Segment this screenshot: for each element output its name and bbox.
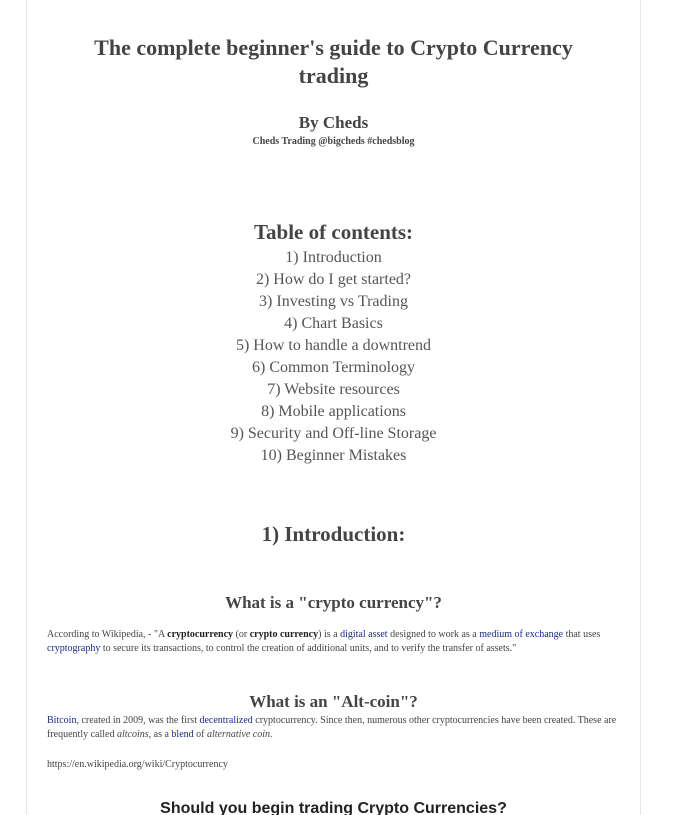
document-page <box>26 0 641 815</box>
altcoin-paragraph <box>47 714 620 742</box>
toc-heading: Table of contents: <box>253 220 414 244</box>
document-title: The complete beginner's guide to Crypto Currency trading <box>94 35 573 88</box>
toc-item: 10) Beginner Mistakes <box>260 447 407 464</box>
crypto-definition-paragraph <box>47 628 620 656</box>
toc-item: 1) Introduction <box>285 249 382 266</box>
toc-item: 6) Common Terminology <box>251 359 416 376</box>
text-segment: (or <box>233 629 250 640</box>
text-segment: , as a <box>148 729 172 740</box>
link-decentralized[interactable]: decentralized <box>199 715 253 726</box>
keyword: cryptocurrency <box>167 629 234 640</box>
next-section-heading: Should you begin trading Crypto Currencies? <box>160 800 507 815</box>
emphasis: alternative coin <box>206 729 271 740</box>
toc-item: 4) Chart Basics <box>284 315 383 332</box>
link-digital-asset[interactable]: digital asset <box>340 629 388 640</box>
toc-item: 9) Security and Off-line Storage <box>230 425 437 442</box>
toc-item: 7) Website resources <box>267 381 400 398</box>
toc-item: 5) How to handle a downtrend <box>235 337 432 354</box>
keyword: crypto currency <box>249 629 319 640</box>
text-segment: designed to work as a <box>387 629 480 640</box>
text-segment: of <box>193 729 207 740</box>
text-segment: , created in 2009, was the first <box>76 715 200 726</box>
link-cryptography[interactable]: cryptography <box>47 643 101 654</box>
text-segment: . <box>270 729 273 740</box>
subheading-what-is-crypto: What is a "crypto currency"? <box>225 593 442 612</box>
subheading-what-is-altcoin: What is an "Alt-coin"? <box>249 692 418 711</box>
author-line: By Cheds <box>298 113 369 132</box>
text-segment: According to Wikipedia, - "A <box>47 629 168 640</box>
link-blend[interactable]: blend <box>171 729 194 740</box>
text-segment: cryptocurrency. Since then, numerous other cryptocurrencies have been created. These are frequently called <box>47 715 617 740</box>
emphasis: altcoins <box>116 729 149 740</box>
link-medium-of-exchange[interactable]: medium of exchange <box>479 629 564 640</box>
toc-item: 3) Investing vs Trading <box>259 293 408 310</box>
text-segment: ) is a <box>318 629 341 640</box>
toc-item: 8) Mobile applications <box>261 403 406 420</box>
source-url[interactable]: https://en.wikipedia.org/wiki/Cryptocurrency <box>47 759 228 770</box>
link-bitcoin[interactable]: Bitcoin <box>47 715 77 726</box>
text-segment: to secure its transactions, to control the creation of additional units, and to verify the transfer of assets." <box>100 643 517 654</box>
author-subline: Cheds Trading @bigcheds #chedsblog <box>252 136 415 147</box>
toc-item: 2) How do I get started? <box>255 271 412 288</box>
text-segment: that uses <box>563 629 601 640</box>
table-of-contents <box>27 247 640 467</box>
section-heading-introduction: 1) Introduction: <box>261 522 406 546</box>
